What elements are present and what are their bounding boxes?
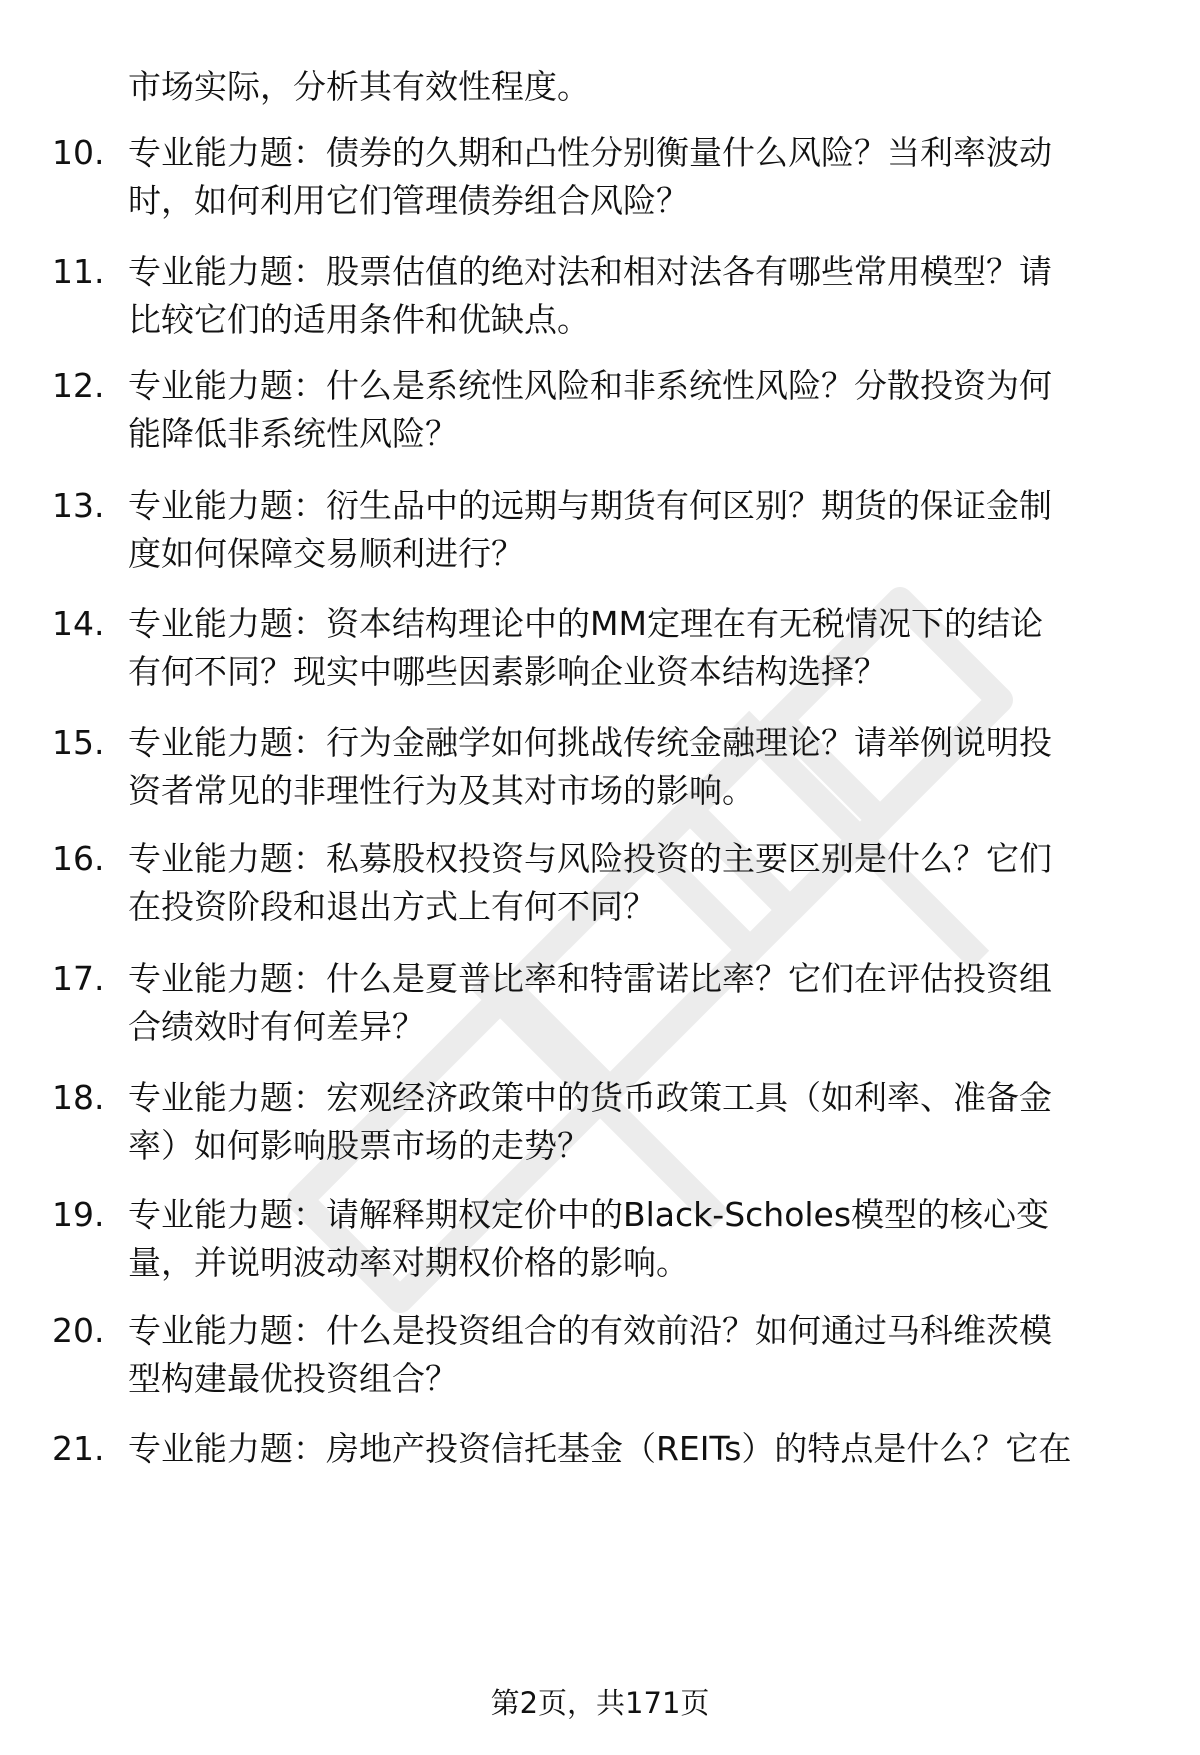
question-text-line: 型构建最优投资组合？ (128, 1359, 458, 1398)
question-number: 20. (52, 1311, 105, 1350)
question-text-line: 率）如何影响股票市场的走势？ (128, 1126, 590, 1165)
question-text-line: 专业能力题：资本结构理论中的MM定理在有无税情况下的结论 (128, 604, 1043, 643)
question-text-line: 专业能力题：什么是投资组合的有效前沿？如何通过马科维茨模 (128, 1311, 1052, 1350)
page-footer: 第2页，共171页 (490, 1686, 710, 1720)
question-text-line: 专业能力题：请解释期权定价中的Black-Scholes模型的核心变 (128, 1195, 1050, 1234)
question-text-line: 专业能力题：什么是夏普比率和特雷诺比率？它们在评估投资组 (128, 959, 1052, 998)
question-number: 11. (52, 252, 105, 291)
question-text-line: 专业能力题：私募股权投资与风险投资的主要区别是什么？它们 (128, 839, 1052, 878)
question-number: 10. (52, 133, 105, 172)
question-text-line: 合绩效时有何差异？ (128, 1007, 425, 1046)
question-number: 17. (52, 959, 105, 998)
question-number: 21. (52, 1429, 105, 1468)
question-number: 14. (52, 604, 105, 643)
question-number: 19. (52, 1195, 105, 1234)
question-number: 16. (52, 839, 105, 878)
question-text-line: 专业能力题：衍生品中的远期与期货有何区别？期货的保证金制 (128, 486, 1052, 525)
question-text-line: 有何不同？现实中哪些因素影响企业资本结构选择？ (128, 652, 887, 691)
question-number: 13. (52, 486, 105, 525)
question-number: 18. (52, 1078, 105, 1117)
question-text-line: 专业能力题：股票估值的绝对法和相对法各有哪些常用模型？请 (128, 252, 1052, 291)
question-text-line: 度如何保障交易顺利进行？ (128, 534, 524, 573)
question-text-line: 时，如何利用它们管理债券组合风险？ (128, 181, 689, 220)
question-text-line: 专业能力题：宏观经济政策中的货币政策工具（如利率、准备金 (128, 1078, 1052, 1117)
question-text-line: 能降低非系统性风险？ (128, 414, 458, 453)
question-text-line: 比较它们的适用条件和优缺点。 (128, 300, 590, 339)
question-text-line: 资者常见的非理性行为及其对市场的影响。 (128, 771, 755, 810)
question-text-line: 专业能力题：债券的久期和凸性分别衡量什么风险？当利率波动 (128, 133, 1052, 172)
question-text-line: 专业能力题：行为金融学如何挑战传统金融理论？请举例说明投 (128, 723, 1052, 762)
question-text-line: 在投资阶段和退出方式上有何不同？ (128, 887, 656, 926)
intro-line: 市场实际，分析其有效性程度。 (128, 67, 590, 106)
question-text-line: 量，并说明波动率对期权价格的影响。 (128, 1243, 689, 1282)
question-text-line: 专业能力题：房地产投资信托基金（REITs）的特点是什么？它在 (128, 1429, 1072, 1468)
question-number: 15. (52, 723, 105, 762)
question-text-line: 专业能力题：什么是系统性风险和非系统性风险？分散投资为何 (128, 366, 1052, 405)
question-number: 12. (52, 366, 105, 405)
